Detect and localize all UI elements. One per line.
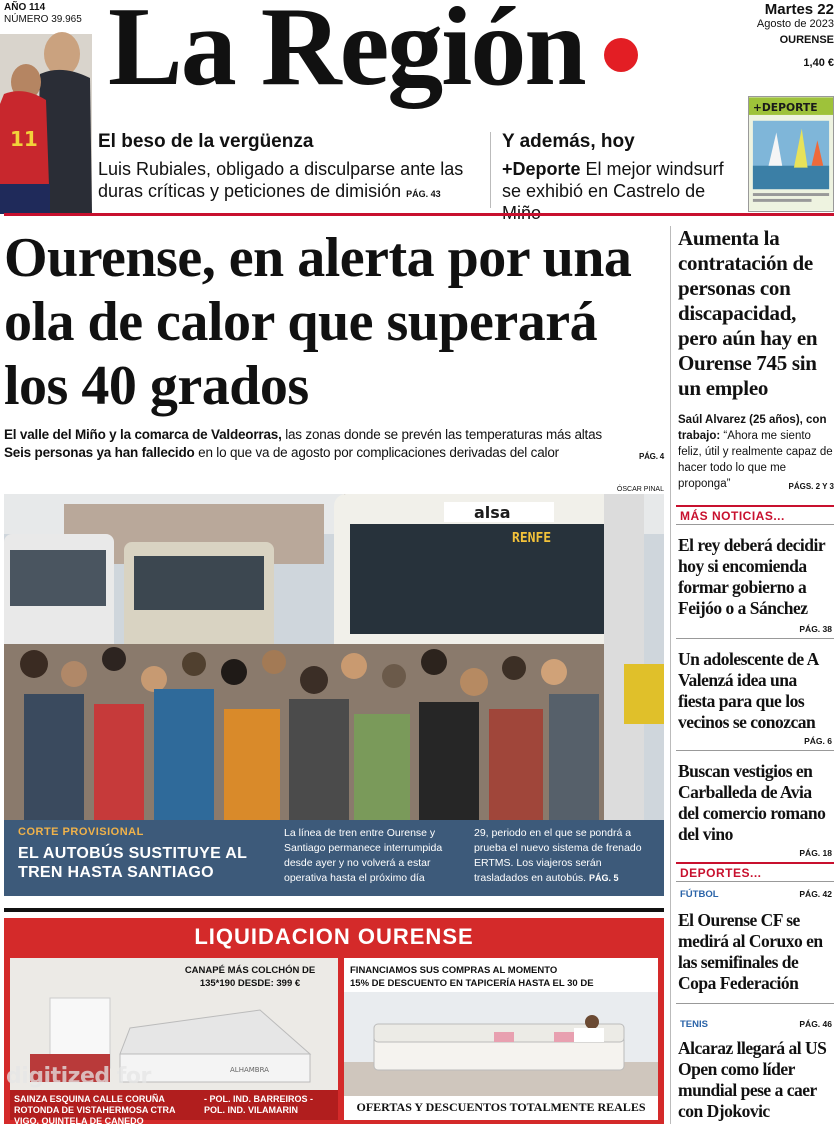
sports-brief[interactable]: El Ourense CF se medirá al Coruxo en las semifinales de Copa Federación (678, 910, 823, 993)
issue-date: Martes 22 (764, 1, 834, 18)
news-brief[interactable]: Un adolescente de A Valenzá idea una fiesta para que los vecinos se conozcan (678, 649, 818, 732)
watermark-text: digitized for (6, 1064, 151, 1089)
ad-rule (4, 908, 664, 912)
summary-text: en lo que va de agosto por complicaciones derivadas del calor (194, 445, 559, 460)
kicker-divider (490, 132, 491, 208)
section-rule (4, 213, 834, 216)
photo-caption (4, 820, 664, 896)
kicker-lead: +Deporte (502, 159, 581, 179)
logo-red-dot (604, 38, 638, 72)
issue-month: Agosto de 2023 (756, 18, 834, 30)
ad-offer-line: FINANCIAMOS SUS COMPRAS AL MOMENTO (350, 965, 558, 976)
page-ref: PÁG. 46 (799, 1019, 832, 1029)
mattress-brand: ALHAMBRA (230, 1066, 269, 1074)
news-brief[interactable]: Buscan vestigios en Carballeda de Avia del comercio romano del vino (678, 761, 826, 844)
deporte-supplement-thumbnail[interactable] (748, 96, 834, 212)
issue-info (4, 2, 94, 26)
summary-text: las zonas donde se prevén las temperaturas más altas (281, 427, 602, 442)
ad-title: LIQUIDACION OURENSE (194, 924, 474, 949)
section-bar (676, 505, 834, 507)
caption-kicker: CORTE PROVISIONAL (18, 826, 144, 838)
page-ref: PÁG. 4 (638, 452, 664, 461)
ad-footer: OFERTAS Y DESCUENTOS TOTALMENTE REALES (356, 1100, 646, 1114)
svg-text:11: 11 (10, 127, 38, 151)
ad-offer: CANAPÉ MÁS COLCHÓN DE 135*190 DESDE: 399 € (184, 965, 316, 989)
kicker-body: El mejor windsurf se exhibió en Castrelo de (502, 159, 724, 201)
bus-sign: RENFE (512, 531, 552, 546)
kicker-title: Y además, hoy (502, 131, 635, 152)
page-ref: PÁGS. 2 Y 3 (788, 482, 834, 491)
photo-credit: ÓSCAR PINAL (616, 486, 664, 493)
side-quote (678, 412, 834, 495)
caption-text-cont: 29, periodo en el que se pondrá a prueba el nuevo sistema de frenado ERTMS. Los viajeros serán trasladados en autobús. (474, 827, 642, 884)
kicker-body: Luis Rubiales, obligado a disculparse ante las duras críticas y peticiones de dimisión (98, 159, 464, 201)
kicker-text (98, 158, 488, 205)
bus-brand: alsa (474, 503, 511, 522)
sofa-illustration (344, 992, 658, 1096)
newspaper-logo: La Región (108, 0, 585, 109)
kicker-ademas[interactable] (502, 130, 742, 224)
page-ref: PÁG. 5 (589, 873, 619, 883)
issue-number: NÚMERO 39.965 (4, 14, 82, 25)
thumb-label: +DEPORTE (752, 101, 818, 115)
date-block (740, 2, 834, 70)
sports-brief[interactable]: Alcaraz llegará al US Open como líder mundial pese a caer con Djokovic (678, 1038, 827, 1121)
page-ref: PÁG. 38 (799, 624, 832, 634)
brief-divider (676, 1003, 834, 1004)
page-ref: PÁG. 6 (804, 736, 832, 746)
brief-divider (676, 638, 834, 639)
sports-label: DEPORTES... (680, 866, 762, 880)
bus-station-photo (4, 494, 664, 820)
ad-bed-panel (10, 958, 338, 1126)
issue-price: 1,40 € (803, 57, 834, 69)
section-rule (676, 524, 834, 525)
news-brief[interactable]: El rey deberá decidir hoy si encomienda formar gobierno a Feijóo o a Sánchez (678, 535, 825, 618)
sport-tag: TENIS (680, 1019, 708, 1030)
section-bar (676, 862, 834, 864)
section-rule (676, 881, 834, 882)
issue-city: OURENSE (779, 34, 834, 46)
caption-title[interactable]: EL AUTOBÚS SUSTITUYE AL TREN HASTA SANTIAGO (18, 845, 247, 881)
brief-divider (676, 750, 834, 751)
year-label: AÑO 114 (4, 2, 46, 13)
more-news-label: MÁS NOTICIAS... (680, 509, 785, 523)
column-divider (670, 226, 671, 1124)
furniture-advertisement[interactable] (4, 918, 664, 1124)
summary-bold: Seis personas ya han fallecido (4, 445, 195, 460)
ad-address: SAINZA ESQUINA CALLE CORUÑA ROTONDA DE VISTAHERMOSA CTRA VIGO, QUINTELA DE CANEDO (14, 1094, 176, 1126)
rubiales-photo (0, 34, 92, 214)
ad-address: - POL. IND. BARREIROS - POL. IND. VILAMARIN (204, 1094, 314, 1115)
page-ref: PÁG. 18 (799, 848, 832, 858)
caption-text (474, 826, 658, 886)
lead-summary (4, 426, 664, 466)
side-headline[interactable]: Aumenta la contratación de personas con discapacidad, pero aún hay en Ourense 745 sin un empleo (678, 226, 818, 400)
page-ref: PÁG. 42 (799, 889, 832, 899)
lead-headline[interactable]: Ourense, en alerta por una ola de calor que superará los 40 grados (4, 227, 632, 417)
quote-speaker: Saúl Alvarez (25 años), con trabajo: (678, 414, 827, 442)
ad-sofa-panel (344, 958, 658, 1120)
summary-bold: El valle del Miño y la comarca de Valdeorras, (4, 427, 282, 442)
caption-text: La línea de tren entre Ourense y Santiago permanece interrumpida desde ayer y no volverá a estar operativa hasta el próximo día (284, 827, 443, 884)
sport-tag: FÚTBOL (680, 889, 719, 900)
page-ref: PÁG. 43 (406, 189, 441, 199)
ad-offer-line: 15% DE DESCUENTO EN TAPICERÍA HASTA EL 30 DE (350, 978, 594, 989)
kicker-title: El beso de la vergüenza (98, 131, 314, 152)
kicker-rubiales[interactable] (98, 130, 488, 205)
quote-text: “Ahora me siento feliz, útil y realmente capaz de hacer todo lo que me proponga” (678, 430, 833, 490)
